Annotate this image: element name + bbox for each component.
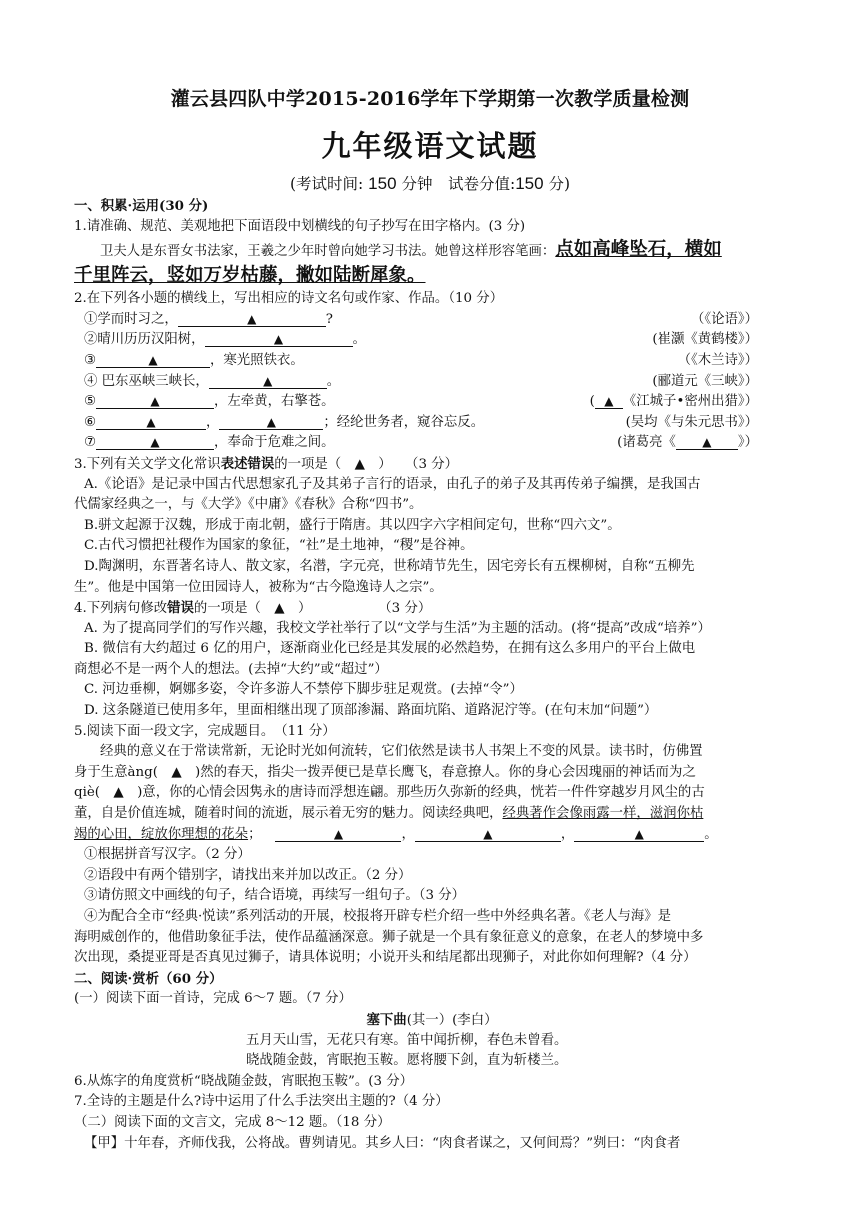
q2-item-4: ④ 巴东巫峡三峡长， ▲ 。 (郦道元《三峡》） xyxy=(74,372,790,393)
answer-blank[interactable]: ▲ xyxy=(96,434,214,450)
q5-sub-3: ③请仿照文中画线的句子，结合语境，再续写一组句子。（3 分） xyxy=(84,888,466,904)
poem-heading: 塞下曲(其一）(李白） xyxy=(366,1011,498,1028)
q5-sub-2: ②语段中有两个错别字，请找出来并加以改正。（2 分） xyxy=(84,867,412,883)
score-value: 150 xyxy=(515,174,544,193)
q5-sub-1: ①根据拼音写汉字。（2 分） xyxy=(84,847,251,863)
q5-passage-line: 经典的意义在于常读常新，无论时光如何流转，它们依然是读书人书架上不变的风景。读书时，仿佛置 xyxy=(100,744,703,760)
time-value: 150 xyxy=(368,174,397,193)
q4-option-b-cont: 商想必不是一两个人的想法。(去掉“大约”或“超过”） xyxy=(74,661,388,677)
q2-item-3: ③ ▲ ，寒光照铁衣。 （《木兰诗》） xyxy=(74,351,790,372)
q1-text: 卫夫人是东晋女书法家，王羲之少年时曾向她学习书法。她曾这样形容笔画：点如高峰坠石，横如 xyxy=(100,239,722,261)
q3-option-d: D.陶渊明，东晋著名诗人、散文家，名潜，字元亮，世称靖节先生，因宅旁长有五棵柳树，自称“五柳先 xyxy=(84,558,695,574)
q1-underlined-sentence-cont: 千里阵云，竖如万岁枯藤，撇如陆断犀象。 xyxy=(74,265,426,287)
q2-source: (崔灏《黄鹤楼》） xyxy=(652,332,758,348)
q2-source: (诸葛亮《 ▲ 》） xyxy=(617,435,758,451)
q5-passage-line: qiè( ▲ )意，你的心情会因隽永的唐诗而浮想连翩。那些历久弥新的经典，恍若一件件穿越岁月风尘的古 xyxy=(74,785,705,801)
classical-text-jia: 【甲】十年春，齐师伐我，公将战。曹刿请见。其乡人曰：“肉食者谋之，又何间焉？”刿曰：“肉食者 xyxy=(84,1135,681,1151)
poem-title: 塞下曲 xyxy=(366,1011,407,1028)
q4-stem: 4.下列病句修改错误的一项是（ ▲ ） （3 分） xyxy=(74,600,432,617)
q5-underlined-sentence-cont: 竭的心田，绽放你理想的花朵 xyxy=(74,826,249,842)
q7-stem: 7.全诗的主题是什么?诗中运用了什么手法突出主题的?（4 分） xyxy=(74,1094,449,1110)
exam-content xyxy=(74,196,790,1154)
q5-passage-line: 竭的心田，绽放你理想的花朵； ▲ ， ▲ ， ▲ 。 xyxy=(74,826,718,842)
answer-blank[interactable]: ▲ xyxy=(415,826,561,842)
q2-item-1: ①学而时习之， ▲ ? （《论语》） xyxy=(74,310,790,331)
school-title: 灌云县四队中学2015-2016学年下学期第一次教学质量检测 xyxy=(170,88,690,110)
q4-option-a: A. 为了提高同学们的写作兴趣，我校文学社举行了以“文学与生活”为主题的活动。(将“提高”改成“培养”） xyxy=(84,620,711,636)
q5-passage-line: 身于生意àng( ▲ )然的春天，指尖一拨弄便已是草长鹰飞，春意撩人。你的身心会因瑰丽的神话而为之 xyxy=(74,764,696,780)
q3-stem: 3.下列有关文学文化常识表述错误的一项是（ ▲ ） （3 分） xyxy=(74,455,459,472)
q3-option-d-cont: 生”。他是中国第一位田园诗人，被称为“古今隐逸诗人之宗”。 xyxy=(74,579,443,595)
answer-blank[interactable]: ▲ xyxy=(275,826,401,842)
q2-item-5: ⑤ ▲ ，左牵黄，右擎苍。 ( ▲ 《江城子•密州出猎》） xyxy=(74,392,790,413)
section-heading-2: 二、阅读·赏析（60 分） xyxy=(74,970,223,987)
answer-blank[interactable]: ▲ xyxy=(96,352,210,368)
answer-blank[interactable]: ▲ xyxy=(219,414,323,430)
q2-source: ( ▲ 《江城子•密州出猎》） xyxy=(589,394,758,410)
answer-blank[interactable]: ▲ xyxy=(205,331,353,347)
q1-text-cont xyxy=(74,263,790,289)
answer-blank[interactable]: ▲ xyxy=(96,414,206,430)
exam-info: (考试时间: 150 分钟 试卷分值:150 分) xyxy=(289,174,571,193)
exam-title: 九年级语文试题 xyxy=(321,129,539,163)
answer-blank[interactable]: ▲ xyxy=(178,311,326,327)
q5-stem: 5.阅读下面一段文字，完成题目。 （11 分） xyxy=(74,723,336,739)
q6-stem: 6.从炼字的角度赏析“晓战随金鼓，宵眠抱玉鞍”。(3 分） xyxy=(74,1073,414,1089)
q4-option-c: C. 河边垂柳，婀娜多姿，令许多游人不禁停下脚步驻足观赏。(去掉“令”） xyxy=(84,682,523,698)
q1-underlined-sentence: 点如高峰坠石，横如 xyxy=(555,239,722,261)
answer-blank[interactable]: ▲ xyxy=(209,373,327,389)
q5-passage-line: 董，自是价值连城，随着时间的流逝，展示着无穷的魅力。阅读经典吧，经典著作会像雨露一样，滋润你枯 xyxy=(74,806,704,822)
q5-sub-4-cont: 次出现，桑提亚哥是否真见过狮子，请具体说明；小说开头和结尾都出现狮子，对此你如何理解?（4 分） xyxy=(74,950,697,966)
q4-option-b: B. 微信有大约超过 6 亿的用户，逐渐商业化已经是其发展的必然趋势，在拥有这么多用户的平台上做电 xyxy=(84,641,696,657)
q1-stem: 1.请准确、规范、美观地把下面语段中划横线的句子抄写在田字格内。(3 分) xyxy=(74,218,526,234)
reading-part-2: （二）阅读下面的文言文，完成 8～12 题。（18 分） xyxy=(74,1114,391,1130)
answer-blank[interactable]: ▲ xyxy=(574,826,704,842)
q2-source: （《木兰诗》） xyxy=(677,352,758,368)
q3-option-b: B.骈文起源于汉魏，形成于南北朝，盛行于隋唐。其以四字六字相间定句，世称“四六文”。 xyxy=(84,517,621,533)
q2-source: （《论语》） xyxy=(691,311,758,327)
q3-option-c: C.古代习惯把社稷作为国家的象征，“社”是土地神，“稷”是谷神。 xyxy=(84,538,474,554)
q2-item-2: ②晴川历历汉阳树， ▲ 。 (崔灏《黄鹤楼》） xyxy=(74,330,790,351)
section-heading-1: 一、积累·运用(30 分) xyxy=(74,198,209,214)
q2-source: (郦道元《三峡》） xyxy=(652,373,758,389)
q2-item-7: ⑦ ▲ ，奉命于危难之间。 (诸葛亮《 ▲ 》） xyxy=(74,433,790,454)
q5-underlined-sentence: 经典著作会像雨露一样，滋润你枯 xyxy=(502,806,704,822)
q2-item-6: ⑥ ▲ ， ▲ ；经纶世务者，窥谷忘反。 (吴均《与朱元思书》） xyxy=(74,413,790,434)
q3-option-a: A.《论语》是记录中国古代思想家孔子及其弟子言行的语录，由孔子的弟子及其再传弟子编撰，是我国古 xyxy=(84,476,701,492)
answer-blank[interactable]: ▲ xyxy=(595,393,623,409)
q5-sub-4-cont: 海明威创作的，他借助象征手法，使作品蕴涵深意。狮子就是一个具有象征意义的意象，在老人的梦境中多 xyxy=(74,929,704,945)
poem-line: 晓战随金鼓，宵眠抱玉鞍。愿将腰下剑，直为斩楼兰。 xyxy=(246,1053,568,1069)
answer-blank[interactable]: ▲ xyxy=(96,393,214,409)
q3-option-a-cont: 代儒家经典之一，与《大学》《中庸》《春秋》合称“四书”。 xyxy=(74,497,423,513)
q4-option-d: D. 这条隧道已使用多年，里面相继出现了顶部渗漏、路面坑陷、道路泥泞等。(在句末加“问题”） xyxy=(84,703,658,719)
q5-sub-4: ④为配合全市“经典·悦读”系列活动的开展，校报将开辟专栏介绍一些中外经典名著。《老人与海》是 xyxy=(84,909,672,924)
q2-source: (吴均《与朱元思书》） xyxy=(625,414,758,430)
reading-part-1: (一）阅读下面一首诗，完成 6～7 题。（7 分） xyxy=(74,991,352,1007)
answer-blank[interactable]: ▲ xyxy=(676,434,738,450)
q2-stem: 2.在下列各小题的横线上，写出相应的诗文名句或作家、作品。（10 分） xyxy=(74,291,504,307)
poem-line: 五月天山雪，无花只有寒。笛中闻折柳，春色未曾看。 xyxy=(246,1032,568,1048)
